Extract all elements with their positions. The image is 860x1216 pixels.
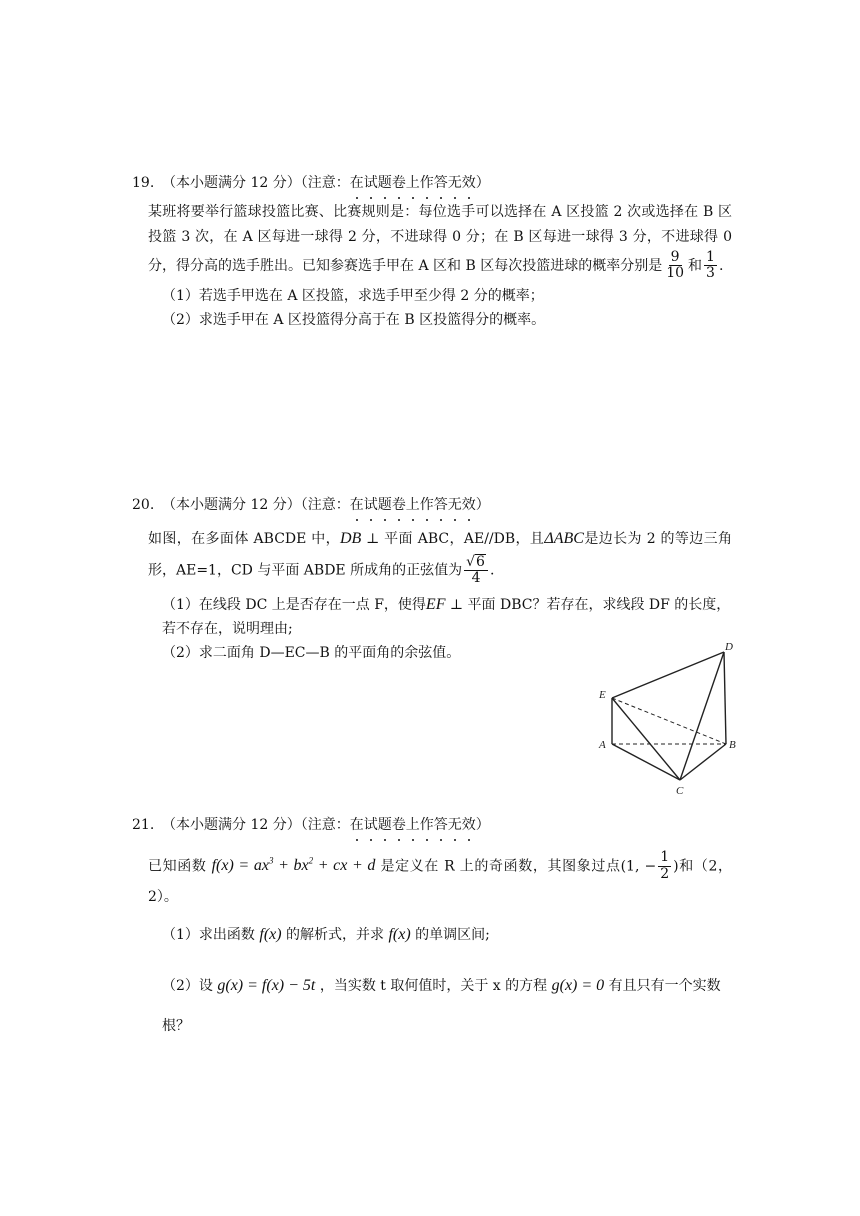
numerator: 1: [660, 849, 670, 866]
question-19-header: [132, 172, 732, 194]
question-number: 19.: [132, 175, 155, 191]
emphasis-note: 在试题卷上作答无效: [350, 175, 476, 191]
label-a: A: [599, 739, 606, 751]
question-19-part-2: （2）求选手甲在 A 区投篮得分高于在 B 区投篮得分的概率。: [162, 311, 546, 328]
fraction-9-10: [664, 250, 686, 282]
part-text: ，当实数 t 取何值时，关于 x 的方程: [319, 978, 548, 995]
label-c: C: [676, 785, 684, 797]
label-b: B: [729, 739, 736, 751]
score-note: （本小题满分 12 分）（注意：: [162, 817, 350, 833]
edge-ec: [612, 698, 680, 780]
period: .: [718, 257, 724, 274]
part-text: 有且只有一个实数根？: [162, 978, 721, 1035]
part-text: （1）求出函数: [162, 927, 255, 944]
question-20-part-1: [132, 593, 732, 641]
period: .: [489, 562, 495, 579]
edge-eb-hidden: [612, 698, 726, 744]
part-text: （1）在线段 DC 上是否存在一点 F，使得: [162, 596, 426, 613]
math-triangle-abc: ΔABC: [544, 530, 584, 547]
question-20-header: [132, 494, 732, 516]
emphasis-note: 在试题卷上作答无效: [350, 817, 476, 833]
question-21-part-2: [132, 966, 732, 1046]
math-fx: f(x): [259, 926, 282, 944]
question-20-part-2: （2）求二面角 D—EC—B 的平面角的余弦值。: [162, 644, 461, 661]
body-text: 某班将要举行篮球投篮比赛、比赛规则是：每位选手可以选择在 A 区投篮 2 次或选择在 B 区投篮 3 次，在 A 区每进一球得 2 分，不进球得 0 分；在 B 区每进一球得 3 分，不进球得 0 分，得分高的选手胜出。已知参赛选手甲在 A 区和 B 区每次投篮进球的概率分别是: [148, 204, 732, 274]
numerator: √6: [464, 554, 488, 571]
question-20-body: [132, 524, 732, 587]
edge-dc: [680, 652, 724, 780]
math-ef: EF: [425, 595, 446, 613]
question-21-body: [132, 846, 732, 912]
question-19: [132, 172, 732, 332]
math-f-definition: $f(x) = ax^3 + bx^2$ + cx + d: [211, 856, 376, 875]
fraction-sqrt6-4: [464, 554, 488, 587]
emphasis-note: 在试题卷上作答无效: [350, 497, 476, 513]
question-number: 20.: [132, 497, 155, 513]
fraction-1-3: [704, 250, 717, 282]
math-g-equation: g(x) = 0: [551, 977, 605, 995]
denominator: 10: [666, 265, 685, 282]
part-text: 的解析式，并求: [286, 927, 385, 944]
numerator: 1: [706, 249, 715, 265]
point-text: ): [673, 858, 679, 875]
paren-close: ）: [475, 497, 490, 513]
denominator: 3: [706, 265, 715, 282]
question-21-header: [132, 814, 732, 836]
question-19-body: [132, 200, 732, 282]
part-text: ⊥ 平面 DBC？若存在，求线段 DF 的长度，若不存在，说明理由;: [162, 596, 731, 637]
point-text: (1, −: [620, 858, 657, 875]
denominator: 2: [660, 865, 670, 882]
label-e: E: [599, 689, 606, 701]
paren-close: ）: [475, 817, 490, 833]
score-note: （本小题满分 12 分）（注意：: [162, 497, 350, 513]
body-text: 已知函数: [148, 858, 207, 875]
and-text: 和: [688, 257, 703, 274]
edge-db: [724, 652, 726, 744]
numerator: 9: [670, 249, 680, 265]
denominator: 4: [471, 570, 481, 587]
polyhedron-figure: [594, 640, 754, 798]
question-21: [132, 814, 732, 1046]
body-text: 是定义在 R 上的奇函数，其图象过点: [380, 858, 621, 875]
label-d: D: [725, 641, 733, 653]
body-text: 是边长为 2 的等边三角形，AE=1，CD 与平面 ABDE 所成角的正弦值为: [148, 531, 732, 579]
fraction-1-2: [658, 850, 671, 882]
question-19-part-1: （1）若选手甲选在 A 区投篮，求选手甲至少得 2 分的概率；: [162, 287, 544, 304]
edge-ac: [612, 744, 680, 780]
question-number: 21.: [132, 817, 155, 833]
question-21-part-1: [132, 922, 732, 948]
body-text: ⊥ 平面 ABC，AE//DB，且: [361, 531, 545, 547]
body-text: 如图，在多面体 ABCDE 中，: [148, 531, 340, 547]
part-text: 的单调区间;: [415, 927, 490, 944]
sqrt-argument: 6: [476, 554, 485, 570]
paren-close: ）: [475, 175, 490, 191]
edge-ed: [612, 652, 724, 698]
math-fx: f(x): [388, 926, 411, 944]
math-db: DB: [339, 530, 362, 547]
math-g-definition: g(x) = f(x) − 5t: [217, 977, 316, 995]
part-text: （2）设: [162, 978, 213, 995]
body-text: 和（2，2）。: [148, 858, 733, 906]
score-note: （本小题满分 12 分）（注意：: [162, 175, 350, 191]
